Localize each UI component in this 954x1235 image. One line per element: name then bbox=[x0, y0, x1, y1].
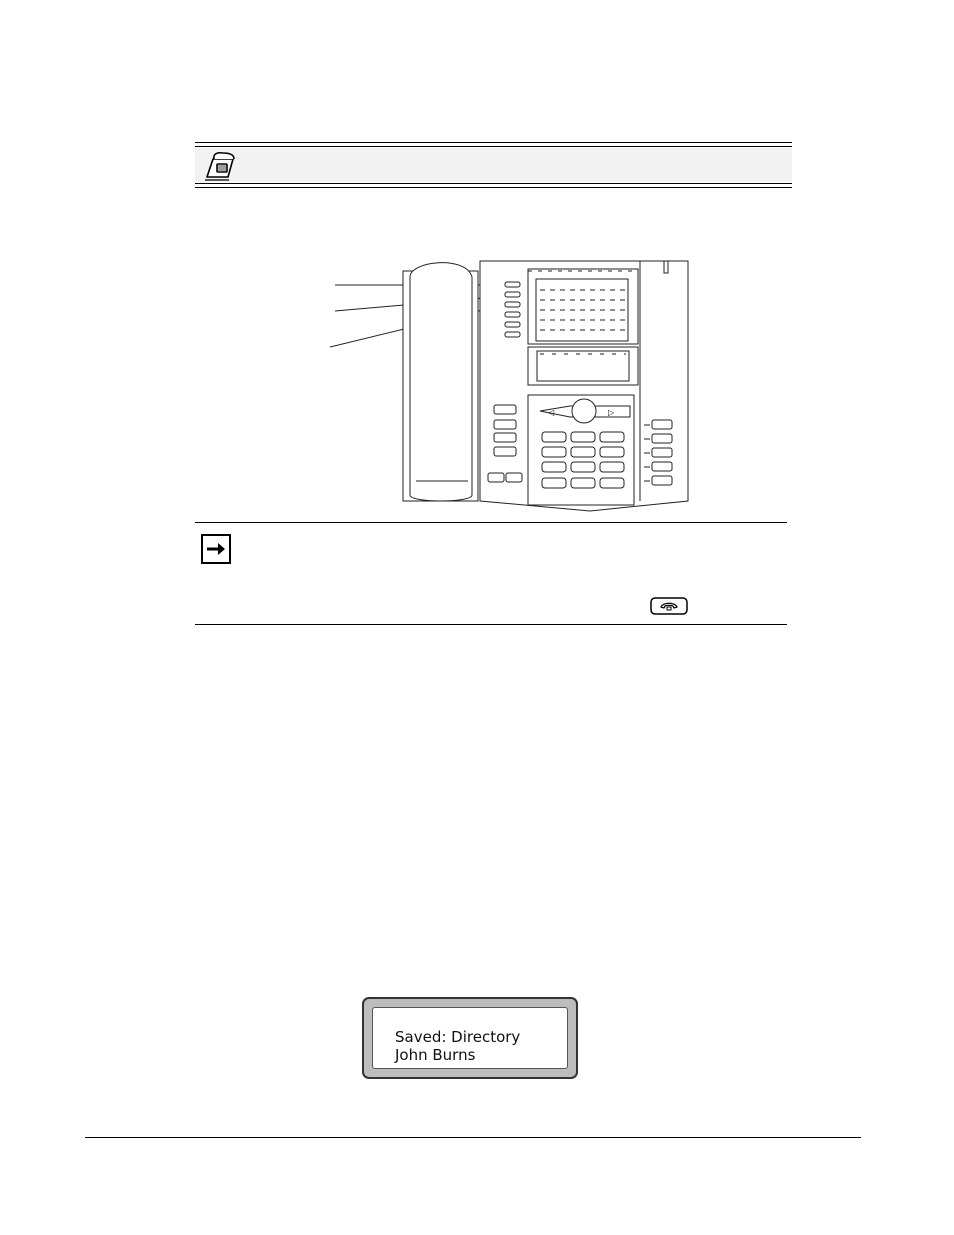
note-box bbox=[195, 522, 787, 625]
phone-handset-icon bbox=[203, 150, 237, 182]
divider bbox=[195, 522, 787, 523]
svg-text:◁: ◁ bbox=[548, 408, 555, 417]
phone-ui-header-bar bbox=[195, 142, 792, 189]
divider bbox=[195, 187, 792, 188]
divider bbox=[195, 183, 792, 184]
divider bbox=[195, 624, 787, 625]
goodbye-key-icon bbox=[650, 597, 688, 615]
divider bbox=[195, 146, 792, 147]
footer-rule bbox=[85, 1137, 861, 1138]
lcd-line-1: Saved: Directory bbox=[395, 1028, 521, 1046]
lcd-display bbox=[362, 997, 578, 1079]
lcd-line-2: John Burns bbox=[395, 1046, 476, 1064]
svg-text:▷: ▷ bbox=[608, 408, 615, 417]
divider bbox=[195, 142, 792, 143]
header-bar-background bbox=[195, 148, 792, 182]
arrow-right-icon bbox=[201, 534, 231, 564]
ip-phone-illustration bbox=[330, 255, 695, 513]
